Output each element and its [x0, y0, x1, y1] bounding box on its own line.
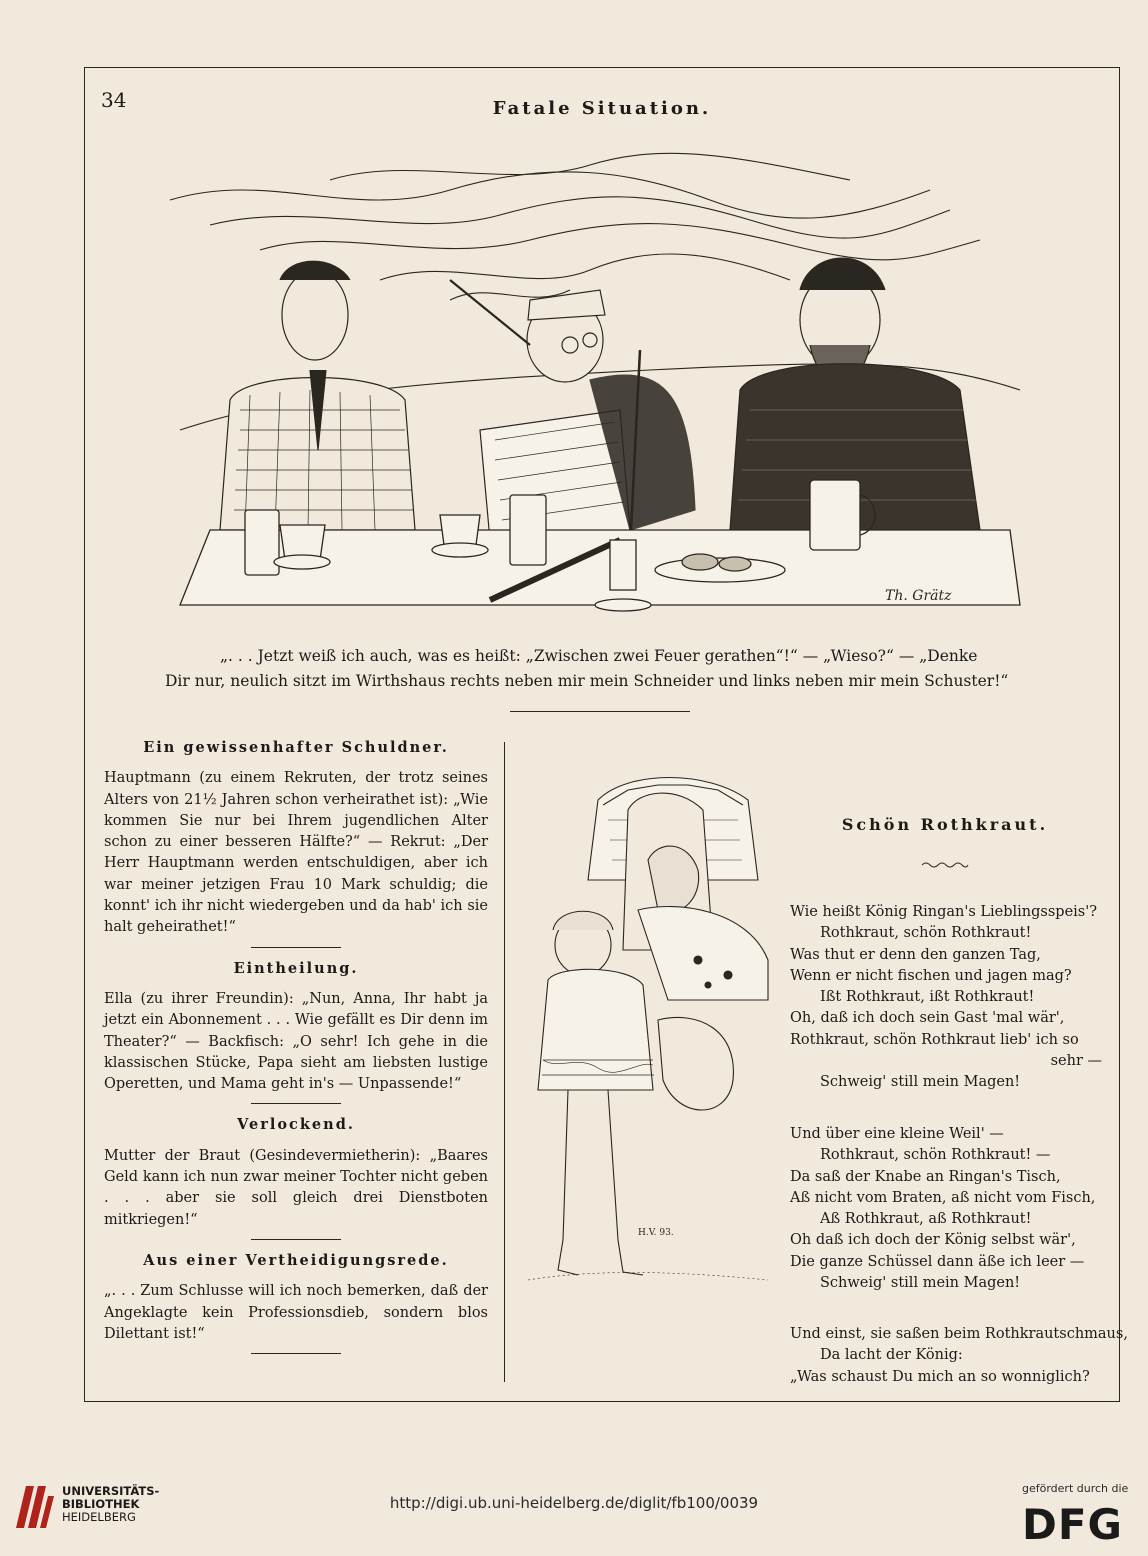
poem-line: Die ganze Schüssel dann äße ich leer —: [790, 1253, 1085, 1270]
poem-line: „Was schaust Du mich an so wonniglich?: [790, 1368, 1090, 1385]
poem-line: Oh daß ich doch der König selbst wär',: [790, 1232, 1076, 1249]
section-title: Verlockend.: [237, 1116, 355, 1134]
poem-line: Was thut er denn den ganzen Tag,: [790, 946, 1041, 963]
section-text: „. . . Zum Schlusse will ich noch bemerken, daß der Angeklagte kein Professionsdieb, sondern blos Dilettant ist!“: [104, 1283, 488, 1342]
poem-stanza-3: [790, 1324, 1128, 1388]
source-url[interactable]: http://digi.ub.uni-heidelberg.de/diglit/fb100/0039: [389, 1494, 759, 1512]
page-title: Fatale Situation.: [492, 98, 712, 119]
library-name-line: BIBLIOTHEK: [62, 1497, 140, 1511]
poem-stanza-1: [790, 902, 1102, 1094]
poem-line: Da lacht der König:: [820, 1347, 963, 1364]
poem-line: Schweig' still mein Magen!: [820, 1275, 1021, 1292]
poem-line: Und über eine kleine Weil' —: [790, 1126, 1004, 1142]
column-divider: [504, 742, 505, 1382]
section-separator: [510, 711, 690, 712]
funding-note: gefördert durch die: [1022, 1482, 1129, 1495]
dfg-logo: DFG: [1022, 1500, 1124, 1549]
section-text: Ella (zu ihrer Freundin): „Nun, Anna, Ihr habt ja jetzt ein Abonnement . . . Wie gefällt es Dir denn im Theater?“ — Backfisch: „O sehr! Ich gehe in die klassischen Stücke, Papa sieht am liebsten lustige Operetten, und Mama geht in's — Unpassende!“: [104, 990, 488, 1093]
ornament-icon: [920, 860, 970, 870]
library-name-line: UNIVERSITÄTS-: [62, 1484, 160, 1498]
short-rule: [251, 1239, 341, 1240]
short-rule: [251, 1103, 341, 1104]
man-middle: [450, 280, 695, 550]
poem-line: Ißt Rothkraut, ißt Rothkraut!: [820, 989, 1035, 1006]
caption-line-2: Dir nur, neulich sitzt im Wirthshaus rechts neben mir mein Schneider und links neben mir mein Schuster!“: [165, 672, 1009, 690]
poem-stanza-2: [790, 1124, 1102, 1294]
section-title: Aus einer Vertheidigungsrede.: [143, 1251, 449, 1269]
illustration-caption: [165, 644, 1035, 694]
poem-line: Schweig' still mein Magen!: [820, 1074, 1021, 1091]
poem-line: Aß Rothkraut, aß Rothkraut!: [820, 1211, 1032, 1228]
poem-line: Rothkraut, schön Rothkraut lieb' ich so: [790, 1031, 1079, 1048]
library-name-line: HEIDELBERG: [62, 1510, 136, 1524]
cartoon-illustration: [150, 130, 1030, 620]
poem-line: Aß nicht vom Braten, aß nicht vom Fisch,: [790, 1189, 1096, 1206]
illustration-signature: Th. Grätz: [885, 588, 952, 604]
caption-line-1: „. . . Jetzt weiß ich auch, was es heißt: „Zwischen zwei Feuer gerathen“!“ — „Wieso?“ — „Denke: [220, 647, 978, 665]
poem-line: Da saß der Knabe an Ringan's Tisch,: [790, 1168, 1061, 1185]
section-text: Mutter der Braut (Gesindevermietherin): „Baares Geld kann ich nun zwar meiner Tochter nicht geben . . . aber sie soll gleich drei Dienstboten mitkriegen!“: [104, 1147, 488, 1228]
page-number: 34: [101, 88, 127, 112]
poem-line: Oh, daß ich doch sein Gast 'mal wär',: [790, 1010, 1065, 1027]
section-title: Eintheilung.: [233, 959, 359, 977]
poem-line: Wie heißt König Ringan's Lieblingsspeis'?: [790, 904, 1097, 920]
poem-line: Rothkraut, schön Rothkraut! —: [820, 1147, 1051, 1164]
poem-line: Und einst, sie saßen beim Rothkrautschmaus,: [790, 1326, 1128, 1342]
short-rule: [251, 947, 341, 948]
child-illustration-signature: H.V. 93.: [638, 1228, 674, 1238]
child-at-window-illustration: [528, 760, 790, 1320]
left-column: [104, 737, 488, 1364]
poem-line: Rothkraut, schön Rothkraut!: [820, 925, 1032, 942]
poem-line: sehr —: [1050, 1053, 1102, 1070]
section-text: Hauptmann (zu einem Rekruten, der trotz seines Alters von 21½ Jahren schon verheirathet ist): „Wie kommen Sie nur bei Ihrem jugendlichen Alter schon zu einer besseren Hälfte?“ — Rekrut: „Der Herr Hauptmann werden entschuldigen, aber ich war meiner jetzigen Frau 10 Mark schuldig; die konnt' ich ihr nicht wiedergeben und da hab' ich sie halt geheirathet!“: [104, 770, 488, 936]
man-left: [220, 261, 415, 530]
poem-line: Wenn er nicht fischen und jagen mag?: [790, 967, 1072, 984]
short-rule: [251, 1353, 341, 1354]
poem-title: Schön Rothkraut.: [841, 815, 1049, 834]
section-title: Ein gewissenhafter Schuldner.: [143, 739, 449, 756]
